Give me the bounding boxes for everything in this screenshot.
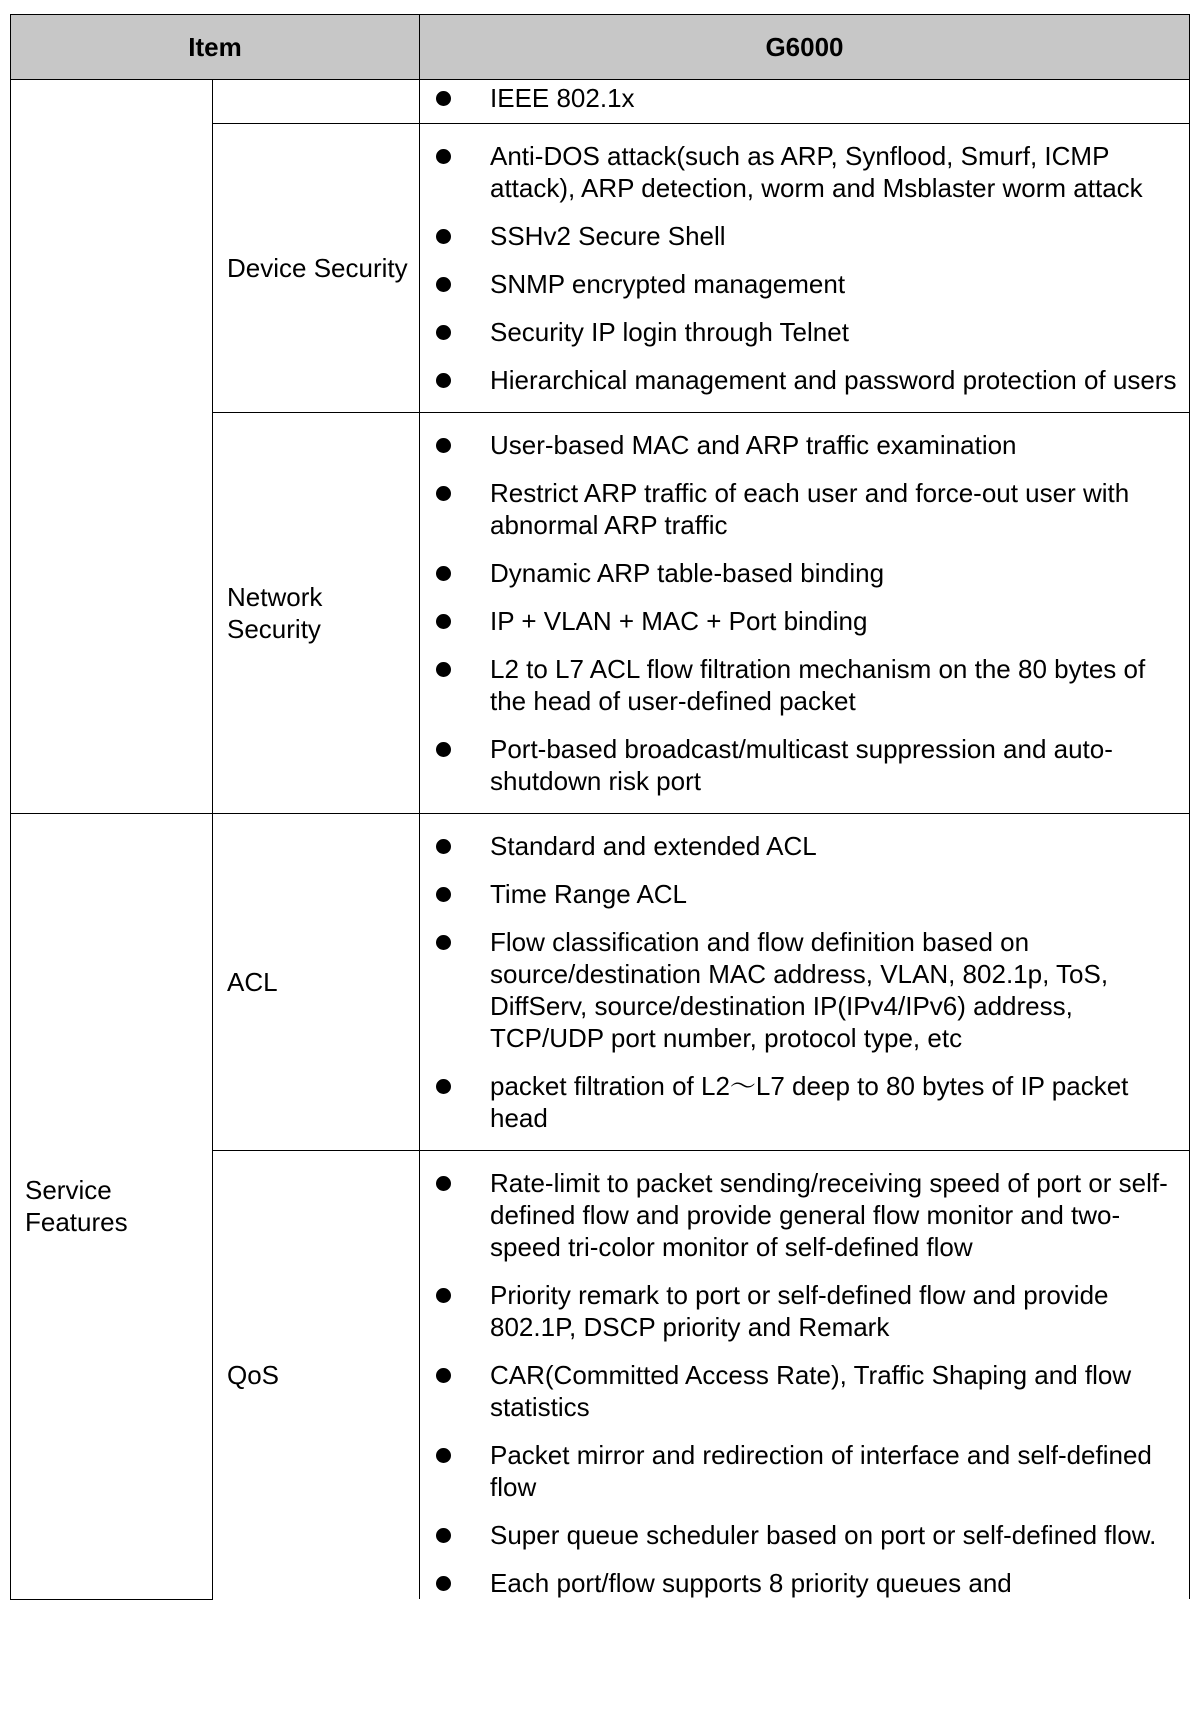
row-acl	[11, 814, 1190, 1151]
bullet-icon	[436, 839, 451, 854]
features-auth	[420, 80, 1190, 124]
bullet-icon	[436, 1079, 451, 1094]
sub-auth-continued	[213, 80, 420, 124]
bullet-icon	[436, 935, 451, 950]
category-service-features: Service Features	[11, 814, 213, 1600]
feature-item: L2 to L7 ACL flow filtration mechanism on the 80 bytes of the head of user-defined packet	[432, 653, 1183, 717]
feature-list	[432, 140, 1183, 396]
feature-item: Port-based broadcast/multicast suppression and auto-shutdown risk port	[432, 733, 1183, 797]
feature-item: Security IP login through Telnet	[432, 316, 1183, 348]
feature-list	[432, 82, 1183, 114]
sub-qos: QoS	[213, 1151, 420, 1600]
bullet-icon	[436, 1528, 451, 1543]
feature-item: Each port/flow supports 8 priority queues and	[432, 1567, 1183, 1599]
feature-item: CAR(Committed Access Rate), Traffic Shaping and flow statistics	[432, 1359, 1183, 1423]
bullet-icon	[436, 742, 451, 757]
bullet-icon	[436, 277, 451, 292]
feature-item: Packet mirror and redirection of interface and self-defined flow	[432, 1439, 1183, 1503]
features-device-security	[420, 124, 1190, 413]
feature-item: Priority remark to port or self-defined flow and provide 802.1P, DSCP priority and Remark	[432, 1279, 1183, 1343]
feature-item: Standard and extended ACL	[432, 830, 1183, 862]
sub-acl: ACL	[213, 814, 420, 1151]
feature-item: SNMP encrypted management	[432, 268, 1183, 300]
bullet-icon	[436, 887, 451, 902]
feature-item: Super queue scheduler based on port or self-defined flow.	[432, 1519, 1183, 1551]
feature-list	[432, 1167, 1183, 1599]
features-qos	[420, 1151, 1190, 1600]
feature-item: Anti-DOS attack(such as ARP, Synflood, Smurf, ICMP attack), ARP detection, worm and Msblaster worm attack	[432, 140, 1183, 204]
row-auth	[11, 80, 1190, 124]
bullet-icon	[436, 662, 451, 677]
bullet-icon	[436, 373, 451, 388]
bullet-icon	[436, 566, 451, 581]
features-acl	[420, 814, 1190, 1151]
bullet-icon	[436, 1176, 451, 1191]
feature-list	[432, 429, 1183, 797]
feature-item: Hierarchical management and password protection of users	[432, 364, 1183, 396]
feature-item: Restrict ARP traffic of each user and force-out user with abnormal ARP traffic	[432, 477, 1183, 541]
spec-table	[10, 14, 1190, 1600]
bullet-icon	[436, 614, 451, 629]
feature-item: Flow classification and flow definition based on source/destination MAC address, VLAN, 802.1p, ToS, DiffServ, source/destination IP(IPv4/IPv6) address, TCP/UDP port number, protocol type, etc	[432, 926, 1183, 1054]
features-network-security	[420, 413, 1190, 814]
bullet-icon	[436, 91, 451, 106]
bullet-icon	[436, 1448, 451, 1463]
feature-item: Rate-limit to packet sending/receiving speed of port or self-defined flow and provide general flow monitor and two-speed tri-color monitor of self-defined flow	[432, 1167, 1183, 1263]
bullet-icon	[436, 1368, 451, 1383]
feature-item: packet filtration of L2～L7 deep to 80 bytes of IP packet head	[432, 1070, 1183, 1134]
feature-item: SSHv2 Secure Shell	[432, 220, 1183, 252]
feature-item: Dynamic ARP table-based binding	[432, 557, 1183, 589]
bullet-icon	[436, 1288, 451, 1303]
bullet-icon	[436, 149, 451, 164]
bullet-icon	[436, 1576, 451, 1591]
bullet-icon	[436, 325, 451, 340]
feature-item: Time Range ACL	[432, 878, 1183, 910]
feature-item: IEEE 802.1x	[432, 82, 1183, 114]
bullet-icon	[436, 438, 451, 453]
feature-list	[432, 830, 1183, 1134]
header-model: G6000	[420, 15, 1190, 80]
bullet-icon	[436, 229, 451, 244]
sub-device-security: Device Security	[213, 124, 420, 413]
sub-network-security: Network Security	[213, 413, 420, 814]
feature-item: IP + VLAN + MAC + Port binding	[432, 605, 1183, 637]
header-row	[11, 15, 1190, 80]
feature-item: User-based MAC and ARP traffic examination	[432, 429, 1183, 461]
bullet-icon	[436, 486, 451, 501]
category-security-continued	[11, 80, 213, 814]
header-item: Item	[11, 15, 420, 80]
